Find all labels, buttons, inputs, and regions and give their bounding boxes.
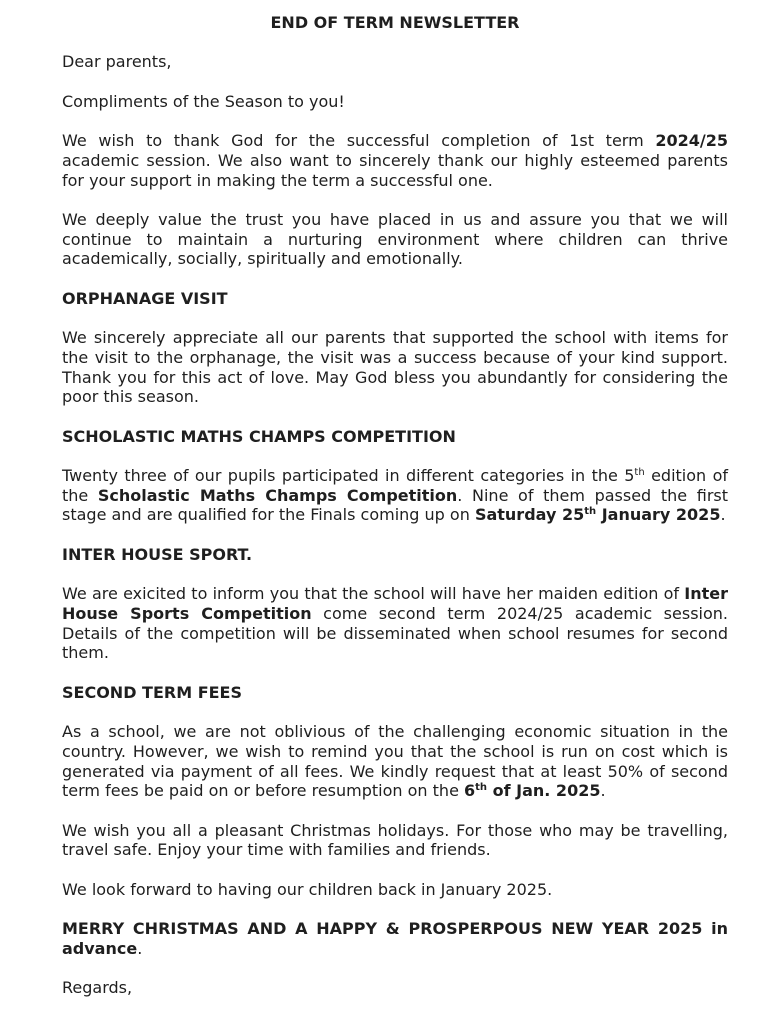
text-run: As a school, we are not oblivious of the challenging economic situation in the country. However, we wish to remind you that the school is run on cost which is generated via payment of all fees. We kindly request that at least 50% of second term fees be paid on or before resumption on the (62, 722, 728, 801)
bold-season-greeting: MERRY CHRISTMAS AND A HAPPY & PROSPERPOUS NEW YEAR 2025 in advance (62, 919, 728, 958)
bold-final-date (475, 505, 721, 524)
text-run: . (600, 781, 606, 801)
text-run: . (720, 505, 726, 525)
heading-maths-competition: SCHOLASTIC MATHS CHAMPS COMPETITION (62, 426, 456, 446)
text-run: 6 (464, 781, 476, 801)
paragraph-trust: We deeply value the trust you have placed in us and assure you that we will continue to maintain a nurturing environment where children can thrive academically, socially, spiritually and emotionally. (62, 209, 728, 269)
heading-inter-house-sport: INTER HOUSE SPORT. (62, 544, 253, 564)
paragraph-maths (62, 466, 728, 525)
salutation: Dear parents, (62, 52, 172, 72)
text-run: We wish to thank God for the successful completion of 1st term (62, 131, 656, 151)
bold-session: 2024/25 (655, 131, 728, 151)
bold-resumption-date (464, 781, 600, 800)
paragraph-look-forward: We look forward to having our children back in January 2025. (62, 879, 553, 899)
ordinal-suffix: th (584, 506, 597, 518)
text-run: . (137, 938, 143, 958)
heading-orphanage-visit: ORPHANAGE VISIT (62, 288, 228, 308)
newsletter-page (62, 13, 728, 998)
paragraph-orphanage: We sincerely appreciate all our parents that supported the school with items for the visit to the orphanage, the visit was a success because of your kind support. Thank you for this act of love. May God bless you abundantly for considering the poor this season. (62, 328, 728, 407)
paragraph-thanks (62, 131, 728, 190)
greeting: Compliments of the Season to you! (62, 91, 345, 111)
text-run: edition of the (62, 466, 728, 505)
heading-second-term-fees: SECOND TERM FEES (62, 682, 243, 702)
text-run: January 2025 (596, 505, 721, 525)
paragraph-fees (62, 722, 728, 801)
ordinal-suffix: th (475, 782, 488, 794)
text-run: . Nine of them passed the first stage and are qualified for the Finals coming up on (62, 485, 729, 525)
sign-off: Regards, (62, 978, 133, 998)
closing-wishes (62, 919, 728, 958)
ordinal-suffix: th (634, 467, 645, 479)
text-run: of Jan. 2025 (487, 781, 601, 801)
bold-competition-name: Scholastic Maths Champs Competition (97, 485, 458, 505)
newsletter-title: END OF TERM NEWSLETTER (270, 13, 520, 32)
text-run: Saturday 25 (474, 505, 585, 525)
text-run: academic session. We also want to sincerely thank our highly esteemed parents for your support in making the term a successful one. (62, 150, 728, 190)
bold-sports-competition: Inter House Sports Competition (62, 584, 728, 623)
paragraph-holidays: We wish you all a pleasant Christmas holidays. For those who may be travelling, travel safe. Enjoy your time with families and friends. (62, 820, 728, 860)
text-run: come second term 2024/25 academic session. Details of the competition will be disseminated when school resumes for second them. (62, 603, 728, 663)
paragraph-sport (62, 584, 728, 663)
text-run: We are exicited to inform you that the school will have her maiden edition of (62, 584, 685, 604)
text-run: Twenty three of our pupils participated in different categories in the 5 (62, 466, 635, 486)
